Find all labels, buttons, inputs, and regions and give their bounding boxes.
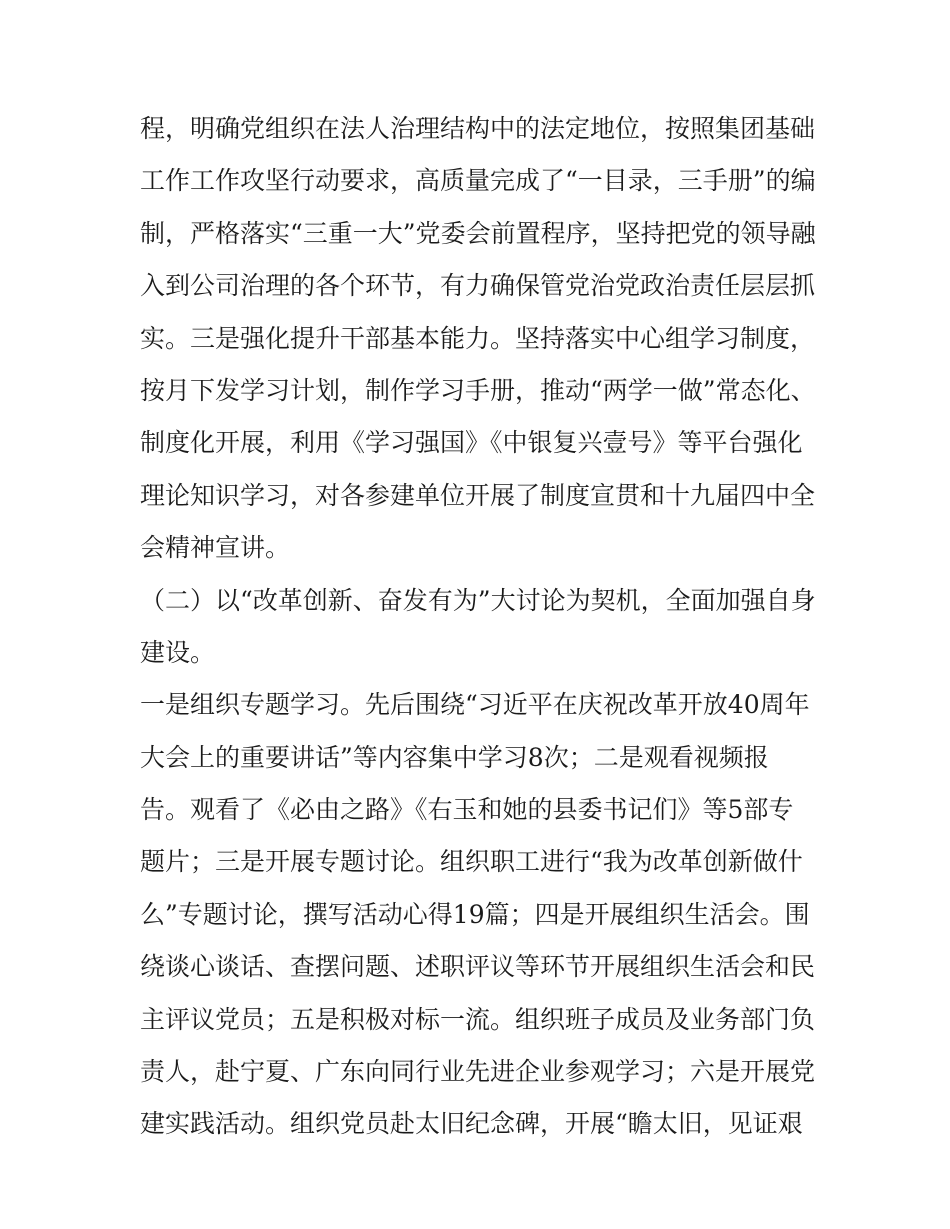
- text-line: 题片；三是开展专题讨论。组织职工进行“我为改革创新做什: [140, 847, 803, 877]
- section-heading: （二）以“改革创新、奋发有为”大讨论为契机，全面加强自身: [140, 585, 816, 615]
- text-line: 入到公司治理的各个环节，有力确保管党治党政治责任层层抓: [140, 271, 816, 301]
- text-line: 大会上的重要讲话”等内容集中学习8次；二是观看视频报: [140, 742, 769, 772]
- text-line: 制，严格落实“三重一大”党委会前置程序，坚持把党的领导融: [140, 218, 816, 248]
- text-line: 实。三是强化提升干部基本能力。坚持落实中心组学习制度，: [140, 323, 816, 353]
- text-line: 告。观看了《必由之路》《右玉和她的县委书记们》等5部专: [140, 795, 794, 825]
- body-text: [140, 103, 830, 1151]
- text-line: 绕谈心谈话、查摆问题、述职评议等环节开展组织生活会和民: [140, 952, 816, 982]
- text-line: 理论知识学习，对各参建单位开展了制度宣贯和十九届四中全: [140, 480, 816, 510]
- section-heading-continued: 建设。: [140, 637, 216, 667]
- text-line: 制度化开展，利用《学习强国》《中银复兴壹号》等平台强化: [140, 428, 803, 458]
- text-line: 主评议党员；五是积极对标一流。组织班子成员及业务部门负: [140, 1004, 816, 1034]
- text-line: 会精神宣讲。: [140, 533, 291, 563]
- text-line: 责人，赴宁夏、广东向同行业先进企业参观学习；六是开展党: [140, 1057, 816, 1087]
- text-line: 按月下发学习计划，制作学习手册，推动“两学一做”常态化、: [140, 375, 816, 405]
- text-line: 建实践活动。组织党员赴太旧纪念碑，开展“瞻太旧，见证艰: [140, 1109, 803, 1139]
- text-line: 么”专题讨论，撰写活动心得19篇；四是开展组织生活会。围: [140, 899, 810, 929]
- text-line: 一是组织专题学习。先后围绕“习近平在庆祝改革开放40周年: [140, 690, 810, 720]
- text-line: 程，明确党组织在法人治理结构中的法定地位，按照集团基础: [140, 114, 816, 143]
- text-line: 工作工作攻坚行动要求，高质量完成了“一目录，三手册”的编: [140, 166, 816, 196]
